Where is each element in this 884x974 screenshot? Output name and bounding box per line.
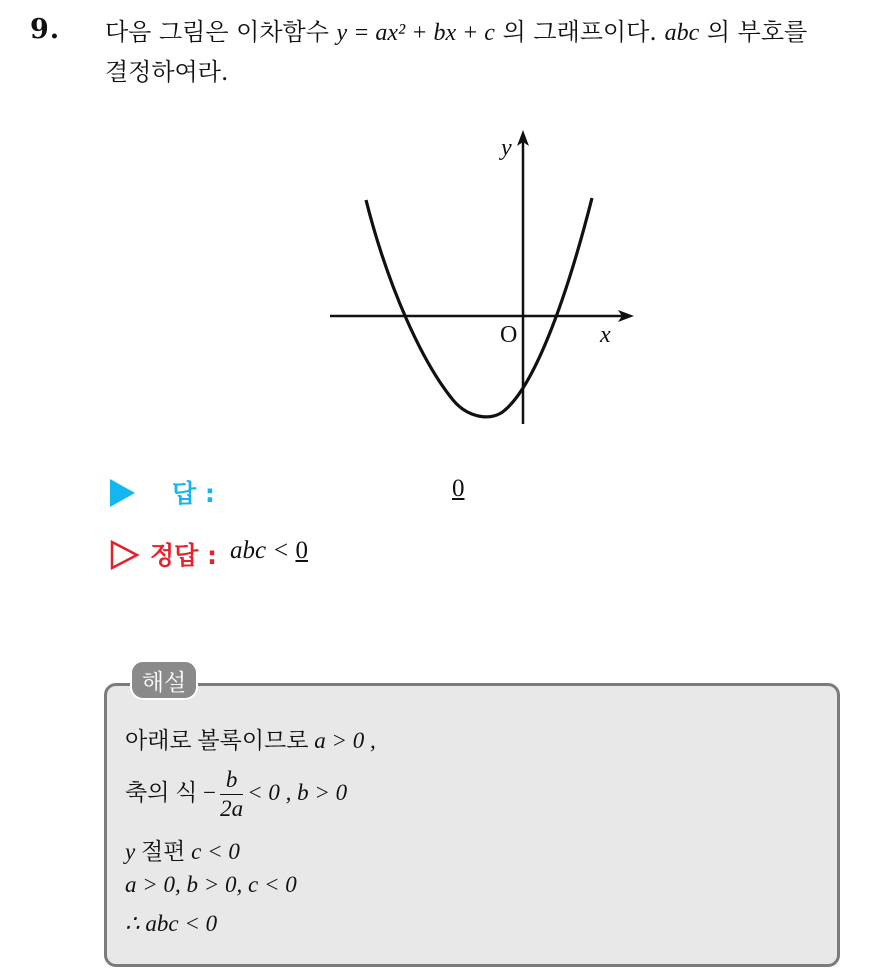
fraction-numerator: b [220,766,243,795]
correct-label: 정답 : [150,541,218,570]
axis-fraction [220,766,243,823]
explanation-line-5: ∴ abc < 0 [125,911,218,936]
explanation-line-3 [125,833,240,866]
explanation-var-3: y [125,839,136,864]
answer-play-icon [110,479,135,507]
y-axis-label: y [501,135,512,161]
explanation-line-1 [125,722,376,755]
explanation-text-2: 축의 식 − [125,779,217,805]
question-text-a: 다음 그림은 이차함수 [105,18,337,46]
explanation-line-4: a > 0, b > 0, c < 0 [125,872,297,897]
question-line-1 [105,16,807,49]
explanation-line-2 [125,766,347,823]
question-abc: abc [664,20,700,46]
fraction-denominator: 2a [220,796,244,821]
explanation-math-1: a > 0 , [314,728,376,753]
explanation-text-3: 절편 [135,839,192,864]
explanation-text-1: 아래로 볼록이므로 [125,728,315,753]
correct-expr: abc < [230,537,296,564]
correct-play-outline-icon [110,540,140,570]
parabola-curve [366,198,592,417]
answer-label: 답 : [172,479,215,508]
answer-value: 0 [452,475,465,502]
question-line-2: 결정하여라. [105,58,229,86]
question-text-b: 의 그래프이다. [494,18,665,46]
explanation-math-3: c < 0 [191,839,240,864]
parabola-graph [320,122,650,442]
explanation-tab: 해설 [130,660,198,700]
explanation-math-2: < 0 , b > 0 [247,779,348,805]
question-number: 9. [30,14,61,45]
question-equation: y = ax² + bx + c [336,20,495,46]
correct-value [230,537,308,565]
correct-answer: 0 [295,537,308,564]
x-axis-label: x [600,322,611,348]
question-text-c: 의 부호를 [699,18,808,46]
origin-label: O [500,322,518,348]
